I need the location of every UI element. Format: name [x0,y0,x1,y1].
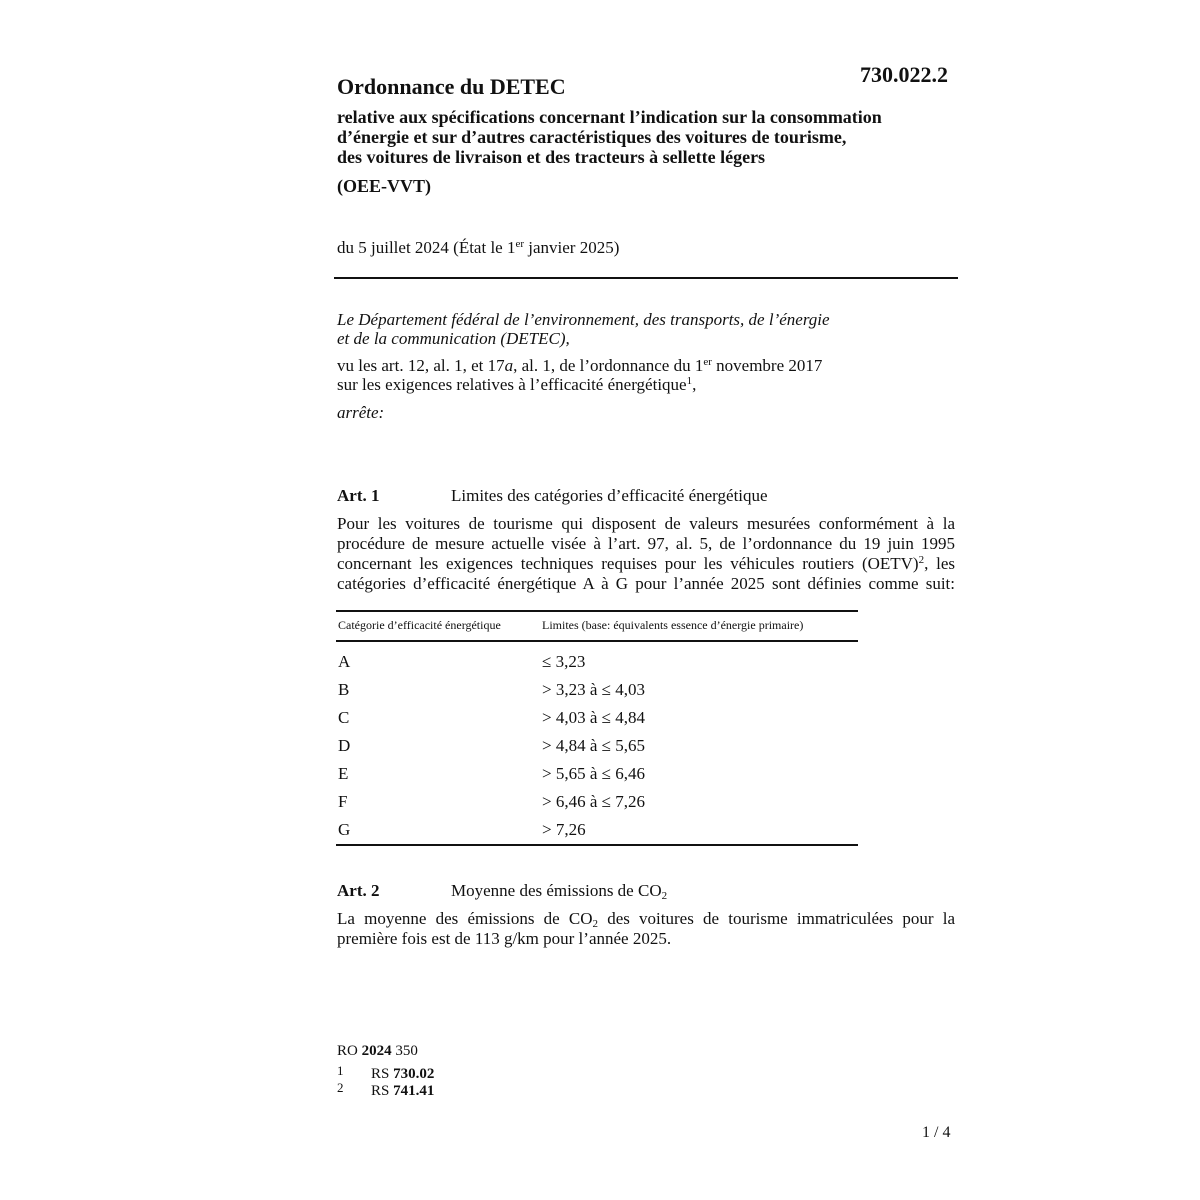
basis-text: , [692,375,697,394]
category-cell: G [338,820,351,839]
date-sup: er [515,238,525,250]
article-2-heading [451,881,667,901]
footnote-marker: 2 [337,1080,344,1095]
basis-text: novembre 2017 [711,356,823,375]
footnote-prefix: RS [371,1083,394,1099]
para-line: première fois est de 113 g/km pour l’année 2025. [337,929,672,948]
preamble-decree: arrête: [337,403,385,422]
category-cell: D [338,736,351,755]
article-number: Art. 2 [337,881,380,900]
document-date [337,238,619,258]
article-1-number [337,486,379,506]
table-header-row [336,611,858,641]
preamble-authority [337,310,830,348]
table-row [336,816,858,845]
authority-line: Le Département fédéral de l’environnement, des transports, de l’énergie [337,310,830,329]
ro-page: 350 [391,1043,418,1059]
date-suffix: janvier 2025) [524,238,620,257]
category-cell: C [338,708,350,727]
para-line [337,554,955,574]
header-divider [334,277,958,279]
limit-cell: > 7,26 [542,820,586,839]
document-subtitle [337,107,977,167]
footnote-2 [337,1080,434,1099]
footnote-link[interactable]: 741.41 [393,1083,435,1099]
limit-cell: > 4,84 à ≤ 5,65 [542,736,645,755]
document-abbreviation: (OEE-VVT) [337,176,431,196]
table-row [336,641,858,676]
subtitle-line: relative aux spécifications concernant l’indication sur la consommation [337,107,882,127]
article-2-paragraph [337,909,955,949]
page-number: 1 / 4 [922,1124,951,1141]
para-text: , les [924,554,955,573]
basis-text: , al. 1, de l’ordonnance du 1 [513,356,704,375]
article-1-heading: Limites des catégories d’efficacité énergétique [451,486,768,505]
article-2-number [337,881,379,901]
column-header-category: Catégorie d’efficacité énergétique [336,611,540,641]
para-text: concernant les exigences techniques requises pour les véhicules routiers (OETV) [337,554,919,573]
basis-line [337,375,822,394]
footnote-marker: 1 [337,1063,344,1078]
authority-line: et de la communication (DETEC), [337,329,570,348]
para-text: La moyenne des émissions de CO [337,909,593,928]
category-cell: F [338,792,348,811]
category-cell: E [338,764,349,783]
column-header-limits: Limites (base: équivalents essence d’énergie primaire) [540,611,858,641]
basis-italic: a [504,356,514,375]
table-row [336,788,858,816]
limit-cell: > 3,23 à ≤ 4,03 [542,680,645,699]
table-row [336,676,858,704]
basis-line [337,356,822,375]
table-row [336,732,858,760]
limit-cell: > 6,46 à ≤ 7,26 [542,792,645,811]
category-cell: B [338,680,350,699]
para-line [337,909,955,929]
footnote-ref-2[interactable]: 2 [918,554,925,566]
limit-cell: > 5,65 à ≤ 6,46 [542,764,645,783]
heading-sub: 2 [661,890,668,902]
ro-prefix: RO [337,1043,362,1059]
para-line: catégories d’efficacité énergétique A à G pour l’année 2025 sont définies comme suit: [337,574,955,593]
limit-cell: > 4,03 à ≤ 4,84 [542,708,645,727]
ro-year: 2024 [361,1043,392,1059]
limit-cell: ≤ 3,23 [542,652,586,671]
table-row [336,760,858,788]
article-number: Art. 1 [337,486,380,505]
basis-sup: er [703,356,712,368]
para-sub: 2 [592,918,599,930]
document-title: Ordonnance du DETEC [337,74,566,99]
basis-text: sur les exigences relatives à l’efficacité énergétique [337,375,687,394]
para-line: Pour les voitures de tourisme qui disposent de valeurs mesurées conformément à la [337,514,955,533]
category-cell: A [338,652,351,671]
date-prefix: du 5 juillet 2024 (État le 1 [337,238,516,257]
preamble-basis [337,356,822,394]
official-compilation-reference [337,1043,418,1059]
para-text: des voitures de tourisme immatriculées pour la [598,909,955,928]
article-1-paragraph [337,514,955,594]
subtitle-line: des voitures de livraison et des tracteurs à sellette légers [337,147,766,167]
subtitle-line: d’énergie et sur d’autres caractéristiques des voitures de tourisme, [337,127,847,147]
basis-text: vu les art. 12, al. 1, et 17 [337,356,505,375]
table-row [336,704,858,732]
heading-text: Moyenne des émissions de CO [451,881,662,900]
footnote-link[interactable]: 730.02 [393,1066,435,1082]
sr-number: 730.022.2 [860,62,948,87]
para-line: procédure de mesure actuelle visée à l’art. 97, al. 5, de l’ordonnance du 19 juin 1995 [337,534,955,553]
footnote-prefix: RS [371,1066,394,1082]
efficiency-category-table [336,610,858,846]
footnote-ref-1[interactable]: 1 [686,375,693,387]
